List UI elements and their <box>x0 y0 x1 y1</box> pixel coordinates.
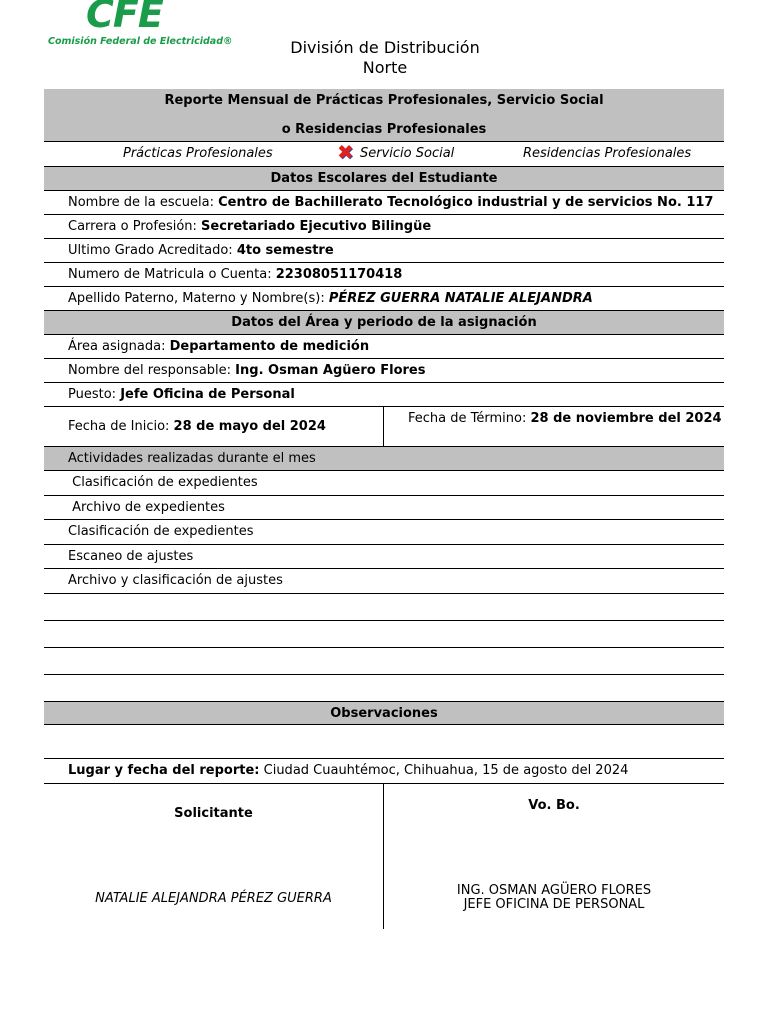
division-title <box>250 38 520 78</box>
approval-title: Vo. Bo. <box>528 797 580 813</box>
report-title <box>44 89 724 142</box>
activity-item: Escaneo de ajustes <box>44 545 724 570</box>
program-options <box>44 142 724 167</box>
approver-position: JEFE OFICINA DE PERSONAL <box>463 896 645 912</box>
field-label: Numero de Matricula o Cuenta: <box>68 267 276 282</box>
signature-applicant <box>44 784 384 929</box>
field-label: Área asignada: <box>68 339 170 354</box>
field-value: Departamento de medición <box>169 339 370 354</box>
section-school-heading: Datos Escolares del Estudiante <box>44 167 724 191</box>
spacer <box>44 675 724 701</box>
field-position <box>44 383 724 407</box>
field-label: Nombre del responsable: <box>68 363 236 378</box>
start-date-cell <box>44 407 384 446</box>
division-line-2: Norte <box>362 58 408 77</box>
place-date <box>44 759 724 784</box>
field-value: 4to semestre <box>236 243 334 258</box>
period-dates <box>44 407 724 447</box>
section-observations-heading: Observaciones <box>44 701 724 725</box>
division-line-1: División de Distribución <box>290 38 480 57</box>
field-value: Centro de Bachillerato Tecnológico industrial y de servicios No. 117 <box>218 195 714 210</box>
field-grade <box>44 239 724 263</box>
activity-blank-row <box>44 648 724 675</box>
cfe-logo <box>46 0 233 52</box>
activity-item: Clasificación de expedientes <box>44 471 724 496</box>
report-title-line-2: o Residencias Profesionales <box>281 122 487 137</box>
observations-area <box>44 725 724 759</box>
activity-item: Archivo de expedientes <box>44 496 724 521</box>
approver-name: ING. OSMAN AGÜERO FLORES <box>456 882 652 898</box>
field-enrollment <box>44 263 724 287</box>
field-value: 22308051170418 <box>275 267 403 282</box>
start-date-value: 28 de mayo del 2024 <box>173 419 326 434</box>
end-date-label: Fecha de Término: <box>408 411 531 426</box>
option-practicas[interactable]: Prácticas Profesionales <box>123 146 273 161</box>
field-school-name <box>44 191 724 215</box>
place-date-value: Ciudad Cuauhtémoc, Chihuahua, 15 de agosto del 2024 <box>259 762 629 778</box>
logo-subtitle: Comisión Federal de Electricidad® <box>48 36 233 47</box>
option-servicio-social[interactable]: Servicio Social <box>360 146 455 161</box>
start-date-label: Fecha de Inicio: <box>68 419 174 434</box>
activity-item: Clasificación de expedientes <box>44 520 724 545</box>
field-label: Carrera o Profesión: <box>68 219 202 234</box>
report-title-line-1: Reporte Mensual de Prácticas Profesionales, Servicio Social <box>164 93 604 108</box>
field-value: PÉREZ GUERRA NATALIE ALEJANDRA <box>328 291 593 306</box>
end-date-cell <box>384 407 724 446</box>
field-value: Jefe Oficina de Personal <box>120 387 295 402</box>
selected-x-mark: ✖ <box>337 140 354 164</box>
field-career <box>44 215 724 239</box>
activity-blank-row <box>44 594 724 621</box>
logo-wordmark: CFE <box>86 0 163 36</box>
field-supervisor <box>44 359 724 383</box>
field-label: Apellido Paterno, Materno y Nombre(s): <box>68 291 329 306</box>
field-student-name <box>44 287 724 311</box>
activity-blank-row <box>44 621 724 648</box>
field-value: Secretariado Ejecutivo Bilingüe <box>201 219 432 234</box>
place-date-label: Lugar y fecha del reporte: <box>68 762 260 778</box>
field-area <box>44 335 724 359</box>
signature-approval <box>384 784 724 929</box>
applicant-name: NATALIE ALEJANDRA PÉREZ GUERRA <box>95 890 332 906</box>
signature-block <box>44 784 724 929</box>
approver-info <box>384 884 724 912</box>
field-label: Ultimo Grado Acreditado: <box>68 243 237 258</box>
section-area-heading: Datos del Área y periodo de la asignación <box>44 311 724 335</box>
applicant-title: Solicitante <box>174 805 253 821</box>
field-label: Puesto: <box>68 387 121 402</box>
activity-item: Archivo y clasificación de ajustes <box>44 569 724 594</box>
section-activities-heading: Actividades realizadas durante el mes <box>44 447 724 471</box>
field-value: Ing. Osman Agüero Flores <box>235 363 426 378</box>
report-form <box>44 89 724 929</box>
field-label: Nombre de la escuela: <box>68 195 219 210</box>
option-residencias[interactable]: Residencias Profesionales <box>523 146 692 161</box>
end-date-value: 28 de noviembre del 2024 <box>530 411 722 426</box>
